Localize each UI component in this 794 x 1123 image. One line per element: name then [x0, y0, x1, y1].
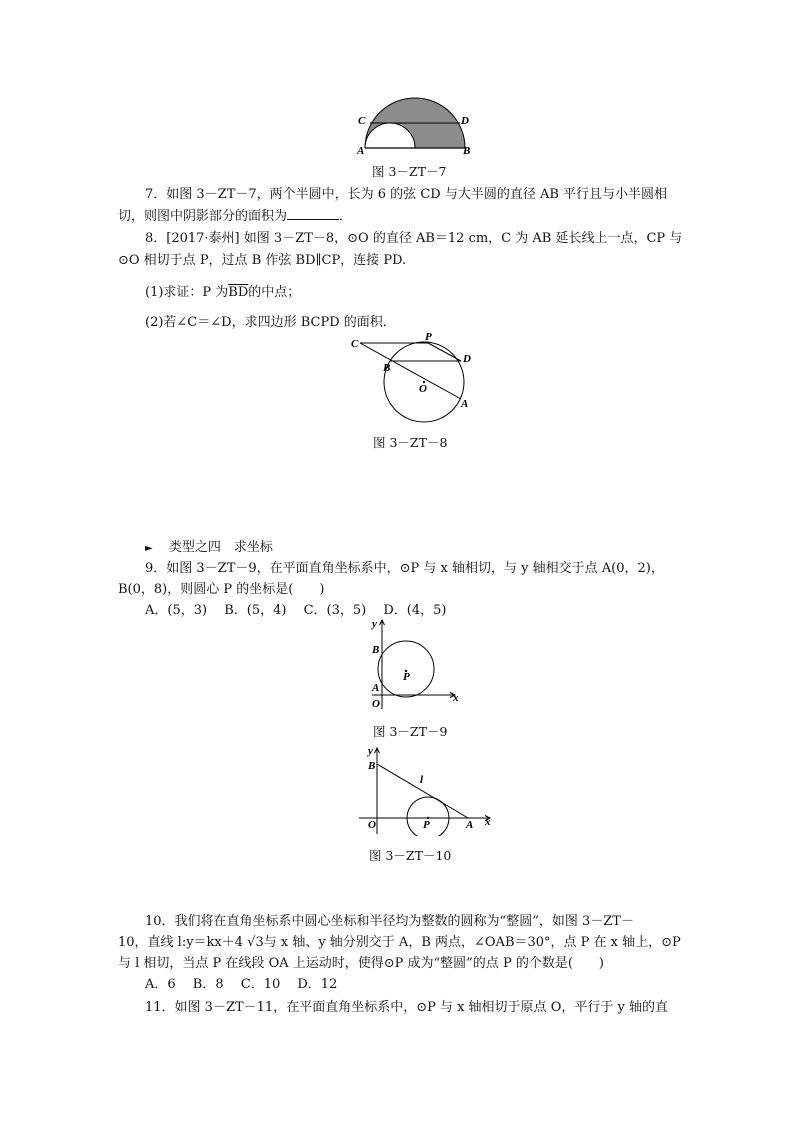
label-b: B: [463, 145, 471, 156]
figure-3-zt-7: [355, 96, 475, 156]
question-7-line-2: [118, 205, 352, 224]
question-7-line-1: 7．如图 3－ZT－7，两个半圆中，长为 6 的弦 CD 与大半圆的直径 AB 平行且与小半圆相: [145, 187, 668, 202]
label-b: B: [372, 644, 380, 656]
label-c: C: [351, 338, 359, 350]
question-10-line-3: 与 l 相切，当点 P 在线段 OA 上运动时，使得⊙P 成为“整圆”的点 P 的个数是( ): [118, 956, 604, 971]
label-o: O: [372, 698, 380, 710]
label-a: A: [372, 682, 380, 694]
figure-caption: 图 3－ZT－10: [369, 848, 452, 863]
question-7-text: 切，则图中阴影部分的面积为: [118, 209, 288, 224]
segment-pd: [428, 343, 461, 361]
label-b: B: [383, 362, 391, 374]
label-d: D: [463, 353, 471, 365]
arc-bd: $\overline{BD}$: [228, 285, 249, 300]
question-9-line-2: B(0，8)，则圆心 P 的坐标是( ): [118, 582, 325, 597]
question-9-line-1: 9．如图 3－ZT－9，在平面直角坐标系中，⊙P 与 x 轴相切，与 y 轴相交于点 A(0，2)，: [145, 561, 664, 576]
question-10-options: A．6 B．8 C．10 D．12: [145, 977, 338, 992]
figure-3-zt-8: [345, 332, 485, 424]
label-y: y: [372, 618, 377, 630]
label-p: P: [425, 332, 432, 343]
label-a: A: [461, 398, 469, 410]
question-8-line-1: 8．[2017·泰州] 如图 3－ZT－8，⊙O 的直径 AB＝12 cm，C 为 AB 延长线上一点，CP 与: [145, 231, 683, 246]
section-header: [145, 536, 273, 555]
question-10-line-2: 10，直线 l:y＝kx＋4 √3与 x 轴、y 轴分别交于 A，B 两点，∠OAB＝30°，点 P 在 x 轴上，⊙P: [118, 935, 681, 950]
figure-caption: 图 3－ZT－8: [373, 435, 448, 450]
question-7-end: ．: [339, 209, 353, 224]
line-l: [377, 764, 468, 818]
question-11-line-1: 11．如图 3－ZT－11，在平面直角坐标系中，⊙P 与 x 轴相切于原点 O，平行于 y 轴的直: [145, 1000, 668, 1015]
question-10-line-1: 10．我们将在直角坐标系中圆心坐标和半径均为整数的圆称为“整圆”，如图 3－ZT－: [145, 914, 634, 929]
triangle-marker-icon: ►: [145, 543, 153, 554]
label-l: l: [420, 774, 424, 786]
question-8-part-2: (2)若∠C＝∠D，求四边形 BCPD 的面积．: [145, 315, 396, 330]
label-x: x: [453, 692, 459, 704]
label-b: B: [368, 760, 376, 772]
section-title: 类型之四 求坐标: [168, 540, 273, 555]
answer-blank: [287, 207, 339, 220]
figure-caption: 图 3－ZT－9: [373, 724, 448, 739]
figure-caption: 图 3－ZT－7: [372, 164, 447, 179]
label-x: x: [485, 816, 491, 828]
label-p: P: [403, 671, 410, 683]
label-y: y: [368, 745, 373, 757]
circle-p: [378, 641, 434, 697]
label-a: A: [357, 145, 365, 156]
question-8-line-2: ⊙O 相切于点 P，过点 B 作弦 BD∥CP，连接 PD.: [118, 253, 407, 268]
part-1-text: (1)求证：P 为: [145, 285, 229, 300]
label-a: A: [466, 819, 474, 831]
figure-3-zt-9: [364, 617, 464, 712]
label-p: P: [423, 819, 430, 831]
question-8-part-1: [145, 281, 300, 300]
secant-ca: [360, 343, 461, 399]
label-o: O: [368, 819, 376, 831]
figure-3-zt-10: [356, 742, 498, 836]
label-o: O: [419, 383, 427, 395]
label-d: D: [461, 115, 469, 127]
part-1-end: 的中点；: [248, 285, 301, 300]
label-c: C: [358, 115, 366, 127]
question-9-options: A．(5，3) B．(5，4) C．(3，5) D．(4，5): [145, 603, 447, 618]
